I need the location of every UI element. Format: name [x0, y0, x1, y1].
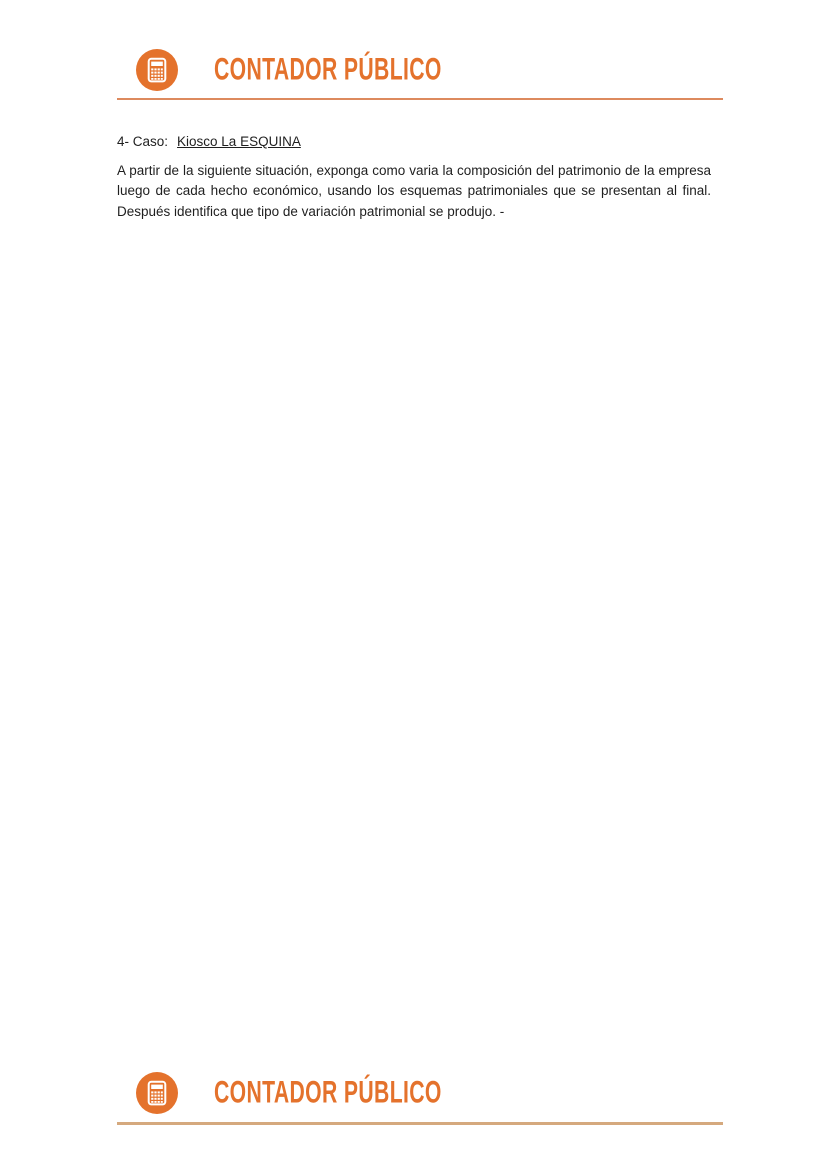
- header-logo-text: CONTADOR PÚBLICO: [214, 52, 442, 87]
- page-footer: [117, 1072, 723, 1132]
- footer-logo-text: CONTADOR PÚBLICO: [214, 1075, 442, 1110]
- footer-logo: [117, 1072, 723, 1114]
- case-title: Kiosco La ESQUINA: [177, 134, 301, 149]
- case-label: 4- Caso:: [117, 134, 169, 149]
- page-header: [117, 49, 723, 109]
- header-rule: [117, 98, 723, 100]
- case-heading: [117, 132, 711, 152]
- footer-rule: [117, 1122, 723, 1125]
- document-content: [117, 132, 711, 222]
- calculator-icon: [136, 49, 178, 91]
- body-paragraph: A partir de la siguiente situación, exponga como varia la composición del patrimonio de la empresa luego de cada hecho económico, usando los esquemas patrimoniales que se presentan al final. Después identifica que tipo de variación patrimonial se produjo. -: [117, 163, 711, 219]
- calculator-icon: [136, 1072, 178, 1114]
- header-logo: [117, 49, 723, 91]
